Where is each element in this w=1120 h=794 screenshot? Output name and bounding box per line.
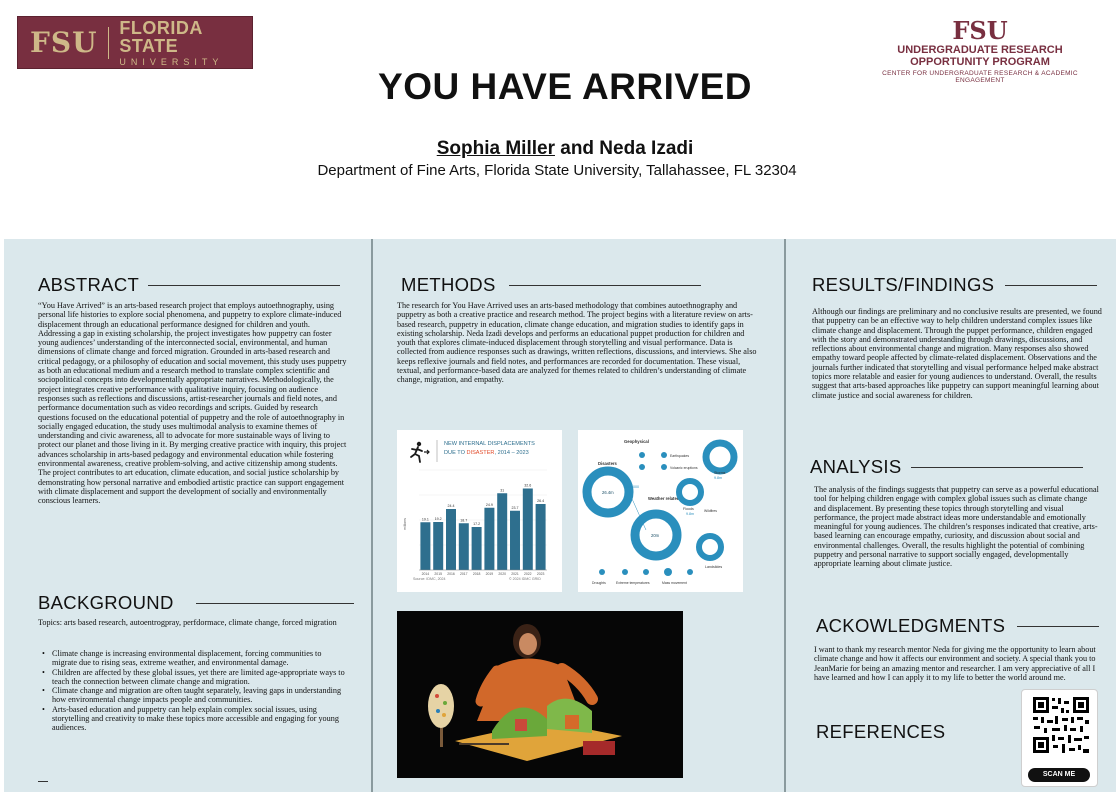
chart-credit: © 2024 IDMC GRID	[509, 577, 541, 581]
list-item: • Climate change and migration are often taught separately, leaving gaps in understanding how environmental change impacts people and communities.	[38, 686, 348, 705]
bubble-earthquakes	[639, 452, 645, 458]
bubble-small-2	[622, 569, 628, 575]
bubble-label-disasters: Disasters	[598, 461, 617, 466]
bubble-value-storms: 9.8m	[714, 476, 722, 480]
list-item: • Children are affected by these global issues, yet there are limited age-appropriate ways to teach the connection between climate change and migration.	[38, 668, 348, 687]
bubble-floods	[679, 481, 701, 503]
abstract-text	[38, 301, 348, 506]
chart-bar-2017	[459, 523, 469, 570]
bubble-value-disasters: 26.4m	[602, 490, 614, 495]
bubble-storms	[706, 443, 734, 471]
column-divider-left	[371, 239, 373, 792]
scan-me-button[interactable]: SCAN ME	[1028, 768, 1090, 782]
chart-data-label: 18.7	[460, 518, 468, 523]
column-divider-right	[784, 239, 786, 792]
chart-tick-label: 2023	[536, 572, 545, 576]
chart-bar-2018	[472, 527, 482, 570]
bubble-small-4	[664, 568, 672, 576]
urop-logo-mark: FSU	[952, 16, 1008, 45]
qr-code-icon[interactable]	[1022, 690, 1099, 770]
chart-bar-2020	[497, 493, 507, 570]
chart-data-label: 17.2	[473, 522, 481, 526]
methods-heading: METHODS	[401, 274, 496, 295]
acknowledgments-heading: ACKOWLEDGMENTS	[816, 615, 1006, 636]
results-paragraph: Although our findings are preliminary and no conclusive results are presented, we found that puppetry can be an effective way to help children understand complex issues like climate change and displacement. Through the puppet performance, children engaged with the story and demonstrated understanding through drawings, discussions, and reflections about environmental change and migration. Many responses also showed empathy toward people affected by climate-related displacement. Observations and the journals further indicated that storytelling and visual performance helped make abstract topics more relatable and easier for young audiences to understand. Overall, the results suggest that arts-based approaches like puppetry can support meaningful learning about climate justice and social awareness for children.	[812, 307, 1102, 400]
bubble-value-weather: 20m	[651, 533, 660, 538]
popup-house	[515, 719, 527, 731]
acknowledgments-rule	[1017, 626, 1099, 627]
chart-subtitle-suffix: , 2014 – 2023	[494, 450, 529, 456]
chart-data-label: 19.2	[434, 517, 442, 521]
chart-data-label: 31	[500, 488, 505, 493]
chart-tick-label: 2022	[524, 572, 532, 576]
bubble-label-droughts: Droughts	[592, 581, 606, 585]
chart-bar-2014	[420, 522, 430, 570]
methods-rule	[509, 285, 701, 286]
analysis-paragraph: The analysis of the findings suggests that puppetry can serve as a powerful educational tool for helping children engage with complex global issues such as climate change and displacement. By presenting these topics through storytelling and visual performance, the project made abstract ideas more understandable and emotionally meaningful for young audiences. The children’s responses indicated that creative, arts-based learning can encourage empathy, curiosity, and discussion about social and environmental challenges. Overall, the results highlight the potential of combining puppetry and personal narrative to support socially engaged, developmentally appropriate learning about climate justice.	[814, 485, 1099, 569]
chart-tick-label: 2018	[472, 572, 481, 576]
background-list	[38, 649, 348, 733]
chart-source: Source: IDMC, 2024	[413, 577, 446, 581]
chart-bar-2021	[510, 511, 520, 570]
bubble-label-extreme-temps: Extreme temperatures	[616, 581, 650, 585]
running-person-icon	[411, 442, 429, 462]
abstract-rule	[148, 285, 340, 286]
chart-tick-label: 2017	[460, 572, 468, 576]
bubble-wildfires	[661, 452, 667, 458]
fsu-logo-line1: FLORIDA STATE	[119, 17, 203, 56]
chart-bar-2015	[433, 522, 443, 570]
chart-bar-2023	[536, 504, 546, 570]
bubble-label-mass-movement: Mass movement	[662, 581, 687, 585]
references-heading: REFERENCES	[816, 721, 946, 742]
bubble-value-earthquakes: 655,000	[626, 485, 639, 489]
results-heading: RESULTS/FINDINGS	[812, 274, 995, 295]
bubble-label-earthquakes: Earthquakes	[670, 454, 690, 458]
bubble-volcanic	[639, 464, 645, 470]
chart-bar-2022	[523, 489, 533, 571]
bubble-value-floods: 9.8m	[686, 512, 694, 516]
urop-logo-line1: UNDERGRADUATE RESEARCH	[897, 44, 1063, 56]
background-topics: Topics: arts based research, autoentrogpray, perfdormace, climate change, forced migration	[38, 618, 337, 627]
chart-tick-label: 2014	[421, 572, 430, 576]
chart-data-label: 24.4	[447, 504, 455, 508]
chart-tick-label: 2020	[498, 572, 506, 576]
analysis-rule	[911, 467, 1083, 468]
chart-data-label: 26.4	[537, 499, 545, 503]
chart-data-label: 24.9	[485, 502, 493, 507]
urop-logo-line3: CENTER FOR UNDERGRADUATE RESEARCH & ACADEMIC ENGAGEMENT	[882, 70, 1078, 84]
bubble-small-3	[643, 569, 649, 575]
bubble-label-geophysical: Geophysical	[624, 439, 649, 444]
footer-rule	[38, 781, 48, 782]
performance-photo-svg	[397, 611, 683, 778]
acknowledgments-paragraph: I want to thank my research mentor Neda for giving me the opportunity to learn about climate change and how it affects our environment and society. A special thank you to JeanMarie for being an amazing mentor and researcher. I am very appreciative of all I have learned and how I can apply it to my life to better the world around me.	[814, 645, 1096, 682]
results-rule	[1005, 285, 1097, 286]
methods-paragraph: The research for You Have Arrived uses an arts-based methodology that combines autoethnography and puppetry as both a creative practice and research method. The project begins with a literature review on arts-based research, puppetry in education, climate change education, and migration studies to identify gaps in existing scholarship. Neda Izadi develops and performs an educational puppet production for children and youth that explores climate-induced displacement through storytelling and visual performance. Data is collected from audience responses such as drawings, written reflections, discussions, and interviews. She also keeps reflexive journals and field notes, and performances are recorded for documentation. These visual, textual, and performance-based data are analyzed for themes related to children’s understanding of climate change, migration, and empathy.	[397, 301, 757, 385]
popup-fence	[583, 741, 615, 755]
chart-ylabel: millions	[403, 518, 407, 530]
list-item: • Arts-based education and puppetry can help explain complex social issues, using storytelling and creativity to make these topics more accessible and engaging for young audiences.	[38, 705, 348, 733]
author-secondary: and Neda Izadi	[554, 138, 694, 159]
urop-logo-line2: OPPORTUNITY PROGRAM	[910, 56, 1050, 68]
author-primary: Sophia Miller	[436, 138, 555, 159]
bubble-label-storms: Storms	[714, 471, 726, 475]
background-heading: BACKGROUND	[38, 592, 174, 613]
fsu-logo	[17, 16, 253, 69]
fsu-logo-line2: UNIVERSITY	[119, 56, 224, 67]
bubble-label-landslides: Landslides	[705, 565, 723, 569]
background-rule	[196, 603, 354, 604]
stage-edge	[459, 743, 509, 745]
abstract-paragraph: “You Have Arrived” is an arts-based research project that employs autoethnography, using personal life histories to explore social phenomena, and puppetry to explore climate-induced displacement through an educational performance designed for children and youth. Addressing a gap in existing scholarship, the project investigates how puppetry can foster young audiences’ understanding of the interconnected social, environmental, and human dimensions of climate change and forced migration. Grounded in arts-based research and critical pedagogy, or a philosophy of education and social movement, this study uses puppetry as both an educational medium and a research method to translate complex scientific and sociopolitical concepts into developmentally appropriate narratives. Methodologically, the project integrates creative performance with qualitative inquiry, focusing on audience responses such as reflections and discussions, artist-researcher journals and field notes, and performance documentation such as video recordings and scripts. Guided by research questions focused on the educational potential of puppetry and the role of autoethnography in socially engaged education, the study uses multimodal analysis to examine themes of understanding and civic awareness, all to advocate for more sustainable ways of living to protect our planet and those living in it. By merging creative practice with inquiry, this project advances scholarship in arts-based pedagogy and environmental education while fostering environmental awareness, creative problem-solving, and active citizenship among students. The project contributes to art education, climate education, and social justice scholarship by demonstrating how personal narrative and embodied artistic practice can support engagement with climate displacement and support the development of socially and environmentally conscious learners.	[38, 301, 347, 506]
bubble-landslides	[699, 536, 721, 558]
displacement-bar-chart	[397, 430, 562, 592]
chart-tick-label: 2016	[447, 572, 455, 576]
analysis-text	[814, 485, 1100, 569]
bubble-label-wildfires: Wildfires	[704, 509, 717, 513]
chart-data-label: 23.7	[511, 505, 519, 510]
performer-face	[519, 633, 537, 655]
abstract-heading: ABSTRACT	[38, 274, 140, 295]
tree-canopy	[428, 684, 454, 728]
chart-data-label: 32.6	[524, 483, 532, 488]
bubble-small-1	[599, 569, 605, 575]
fsu-logo-mark: FSU	[30, 26, 98, 59]
popup-house-2	[565, 715, 579, 729]
chart-data-label: 19.1	[421, 517, 429, 522]
list-item: • Climate change is increasing environmental displacement, forcing communities to migrate due to rising seas, extreme weather, and environmental damage.	[38, 649, 348, 668]
analysis-heading: ANALYSIS	[810, 456, 902, 477]
authors	[0, 138, 1120, 160]
methods-text	[397, 301, 761, 385]
bubble-svg	[578, 430, 743, 592]
department: Department of Fine Arts, Florida State University, Tallahassee, FL 32304	[317, 162, 797, 179]
results-text	[812, 307, 1102, 400]
chart-subtitle-highlight: DISASTER	[466, 450, 495, 456]
chart-tick-label: 2015	[434, 572, 442, 576]
chart-bar-2016	[446, 509, 456, 570]
chart-subtitle	[444, 450, 529, 456]
bubble-small-5	[687, 569, 693, 575]
bubble-droughts	[661, 464, 667, 470]
bubble-label-floods: Floods	[683, 507, 694, 511]
bar-chart-svg	[397, 430, 562, 592]
chart-tick-label: 2021	[511, 572, 519, 576]
chart-subtitle-prefix: DUE TO	[444, 450, 467, 456]
fsu-logo-divider	[108, 27, 110, 59]
bubble-label-weather: Weather related	[648, 496, 680, 501]
chart-title: NEW INTERNAL DISPLACEMENTS	[444, 441, 535, 447]
poster-title: YOU HAVE ARRIVED	[378, 66, 752, 107]
performance-photo	[397, 611, 683, 778]
chart-bar-2019	[484, 508, 494, 570]
chart-tick-label: 2019	[485, 572, 494, 576]
acknowledgments-text	[814, 645, 1100, 682]
bar-group	[419, 470, 547, 576]
poster-header	[0, 0, 1120, 238]
displacement-bubble-figure	[578, 430, 743, 592]
bubble-label-volcanic: Volcanic eruptions	[670, 466, 698, 470]
